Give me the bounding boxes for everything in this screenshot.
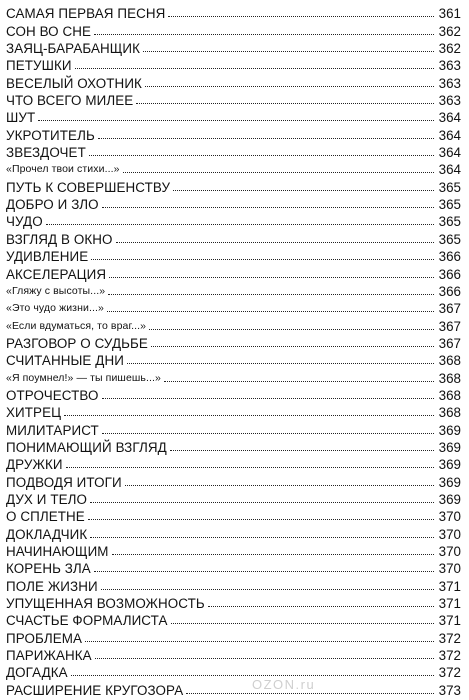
toc-entry-page-number: 368 <box>438 370 461 386</box>
table-of-contents <box>6 4 461 698</box>
toc-entry-page-number: 365 <box>438 231 461 247</box>
toc-entry-page-number: 369 <box>438 422 461 438</box>
toc-entry <box>6 4 461 21</box>
dot-leader <box>168 15 434 17</box>
toc-entry <box>6 56 461 73</box>
toc-entry-page-number: 368 <box>438 353 461 369</box>
toc-entry <box>6 351 461 368</box>
dot-leader <box>94 570 434 572</box>
toc-entry <box>6 195 461 212</box>
dot-leader <box>186 692 434 694</box>
toc-entry <box>6 125 461 142</box>
toc-entry-title: СОН ВО СНЕ <box>6 23 92 39</box>
dot-leader <box>112 553 434 555</box>
toc-entry-page-number: 364 <box>438 127 461 143</box>
toc-entry-page-number: 364 <box>438 110 461 126</box>
toc-entry <box>6 264 461 281</box>
toc-entry <box>6 542 461 559</box>
toc-entry <box>6 108 461 125</box>
toc-entry-page-number: 373 <box>438 682 461 698</box>
toc-entry-title: ЧУДО <box>6 214 43 230</box>
toc-entry-title: ЗАЯЦ-БАРАБАНЩИК <box>6 41 141 57</box>
toc-entry-title: «Я поумнел!» — ты пишешь...» <box>6 371 161 384</box>
dot-leader <box>109 276 434 278</box>
toc-entry <box>6 663 461 680</box>
toc-entry-page-number: 372 <box>438 648 461 664</box>
toc-entry-page-number: 371 <box>438 613 461 629</box>
dot-leader <box>89 154 434 156</box>
toc-entry <box>6 524 461 541</box>
toc-entry-title: ДРУЖКИ <box>6 457 63 473</box>
toc-entry-page-number: 371 <box>438 596 461 612</box>
dot-leader <box>116 241 434 243</box>
toc-entry <box>6 455 461 472</box>
toc-entry-page-number: 369 <box>438 474 461 490</box>
toc-entry <box>6 368 461 385</box>
toc-entry-page-number: 365 <box>438 197 461 213</box>
toc-entry <box>6 73 461 90</box>
toc-entry-title: РАЗГОВОР О СУДЬБЕ <box>6 335 148 351</box>
toc-entry-title: СЧАСТЬЕ ФОРМАЛИСТА <box>6 613 168 629</box>
dot-leader <box>102 206 434 208</box>
toc-entry-page-number: 363 <box>438 93 461 109</box>
dot-leader <box>136 102 434 104</box>
toc-entry-page-number: 364 <box>438 145 461 161</box>
toc-entry <box>6 21 461 38</box>
toc-entry <box>6 212 461 229</box>
toc-entry-page-number: 369 <box>438 457 461 473</box>
dot-leader <box>143 50 434 52</box>
toc-entry <box>6 39 461 56</box>
toc-entry <box>6 316 461 333</box>
dot-leader <box>66 466 434 468</box>
toc-entry <box>6 177 461 194</box>
toc-entry-title: УДИВЛЕНИЕ <box>6 249 89 265</box>
toc-entry-page-number: 364 <box>438 162 461 178</box>
toc-entry-title: ДОГАДКА <box>6 665 68 681</box>
toc-entry-title: СЧИТАННЫЕ ДНИ <box>6 353 124 369</box>
dot-leader <box>127 362 434 364</box>
toc-entry-page-number: 371 <box>438 578 461 594</box>
toc-entry-title: ПЕТУШКИ <box>6 58 72 74</box>
dot-leader <box>173 189 434 191</box>
toc-entry-title: «Если вдуматься, то враг...» <box>6 319 147 332</box>
toc-entry-page-number: 365 <box>438 214 461 230</box>
toc-entry-title: ДОБРО И ЗЛО <box>6 197 99 213</box>
toc-entry-page-number: 372 <box>438 665 461 681</box>
toc-entry <box>6 282 461 299</box>
toc-entry <box>6 559 461 576</box>
dot-leader <box>91 258 434 260</box>
toc-entry-title: САМАЯ ПЕРВАЯ ПЕСНЯ <box>6 6 166 22</box>
toc-entry <box>6 160 461 177</box>
dot-leader <box>75 67 434 69</box>
toc-entry-title: ДУХ И ТЕЛО <box>6 491 88 507</box>
toc-entry-title: УКРОТИТЕЛЬ <box>6 127 95 143</box>
toc-entry <box>6 680 461 697</box>
dot-leader <box>145 85 434 87</box>
toc-entry-title: ШУТ <box>6 110 36 126</box>
dot-leader <box>170 449 434 451</box>
toc-entry-title: ПАРИЖАНКА <box>6 648 92 664</box>
toc-entry-page-number: 367 <box>438 318 461 334</box>
dot-leader <box>108 293 434 295</box>
toc-entry-title: «Прочел твои стихи...» <box>6 163 120 176</box>
dot-leader <box>171 622 435 624</box>
toc-entry <box>6 507 461 524</box>
toc-entry-page-number: 363 <box>438 75 461 91</box>
toc-entry-page-number: 362 <box>438 41 461 57</box>
toc-entry-title: ПОНИМАЮЩИЙ ВЗГЛЯД <box>6 439 167 455</box>
toc-entry <box>6 576 461 593</box>
toc-entry <box>6 229 461 246</box>
toc-entry <box>6 420 461 437</box>
toc-entry <box>6 472 461 489</box>
toc-entry-page-number: 370 <box>438 526 461 542</box>
toc-entry-title: АКСЕЛЕРАЦИЯ <box>6 266 107 282</box>
dot-leader <box>64 414 434 416</box>
dot-leader <box>123 171 434 173</box>
toc-entry-title: ЧТО ВСЕГО МИЛЕЕ <box>6 93 134 109</box>
toc-entry <box>6 594 461 611</box>
dot-leader <box>149 328 434 330</box>
toc-entry-page-number: 369 <box>438 439 461 455</box>
toc-entry-page-number: 370 <box>438 561 461 577</box>
dot-leader <box>90 536 434 538</box>
toc-entry-title: ПУТЬ К СОВЕРШЕНСТВУ <box>6 179 171 195</box>
toc-entry-title: РАСШИРЕНИЕ КРУГОЗОРА <box>6 682 184 698</box>
toc-entry-page-number: 366 <box>438 266 461 282</box>
toc-entry <box>6 611 461 628</box>
toc-entry-page-number: 362 <box>438 23 461 39</box>
dot-leader <box>151 345 434 347</box>
toc-entry <box>6 299 461 316</box>
toc-entry-title: ДОКЛАДЧИК <box>6 526 88 542</box>
dot-leader <box>38 119 434 121</box>
dot-leader <box>46 223 434 225</box>
toc-entry-title: ОТРОЧЕСТВО <box>6 387 99 403</box>
toc-entry-page-number: 369 <box>438 491 461 507</box>
watermark: OZON.ru <box>252 677 316 692</box>
toc-entry-title: ПРОБЛЕМА <box>6 630 83 646</box>
toc-entry <box>6 247 461 264</box>
dot-leader <box>85 640 434 642</box>
dot-leader <box>90 501 434 503</box>
toc-entry-page-number: 368 <box>438 405 461 421</box>
toc-entry-title: ЗВЕЗДОЧЕТ <box>6 145 86 161</box>
toc-entry-page-number: 370 <box>438 509 461 525</box>
toc-entry <box>6 628 461 645</box>
toc-entry-title: О СПЛЕТНЕ <box>6 509 85 525</box>
toc-entry-title: ПОЛЕ ЖИЗНИ <box>6 578 98 594</box>
toc-entry-page-number: 366 <box>438 249 461 265</box>
dot-leader <box>208 605 434 607</box>
toc-entry-page-number: 363 <box>438 58 461 74</box>
dot-leader <box>102 397 434 399</box>
toc-entry-title: «Это чудо жизни...» <box>6 302 104 315</box>
toc-entry <box>6 386 461 403</box>
toc-entry <box>6 403 461 420</box>
toc-entry-title: УПУЩЕННАЯ ВОЗМОЖНОСТЬ <box>6 596 205 612</box>
toc-entry-title: ПОДВОДЯ ИТОГИ <box>6 474 122 490</box>
toc-entry <box>6 143 461 160</box>
dot-leader <box>125 484 434 486</box>
dot-leader <box>107 310 434 312</box>
toc-entry <box>6 490 461 507</box>
toc-entry <box>6 334 461 351</box>
toc-entry-page-number: 367 <box>438 301 461 317</box>
toc-entry-page-number: 372 <box>438 630 461 646</box>
dot-leader <box>94 33 434 35</box>
toc-entry-title: «Гляжу с высоты...» <box>6 284 106 297</box>
toc-entry-page-number: 366 <box>438 283 461 299</box>
dot-leader <box>98 137 434 139</box>
toc-entry-title: МИЛИТАРИСТ <box>6 422 99 438</box>
toc-entry-title: ВЕСЕЛЫЙ ОХОТНИК <box>6 75 142 91</box>
toc-entry-title: КОРЕНЬ ЗЛА <box>6 561 91 577</box>
dot-leader <box>88 518 434 520</box>
dot-leader <box>95 657 434 659</box>
toc-entry <box>6 91 461 108</box>
toc-entry-title: ХИТРЕЦ <box>6 405 62 421</box>
toc-entry <box>6 646 461 663</box>
toc-entry-page-number: 367 <box>438 335 461 351</box>
toc-entry-page-number: 368 <box>438 387 461 403</box>
dot-leader <box>102 432 434 434</box>
dot-leader <box>101 588 434 590</box>
toc-entry-page-number: 361 <box>438 6 461 22</box>
toc-entry <box>6 438 461 455</box>
toc-entry-page-number: 365 <box>438 179 461 195</box>
toc-entry-title: НАЧИНАЮЩИМ <box>6 544 109 559</box>
dot-leader <box>164 380 434 382</box>
toc-entry-title: ВЗГЛЯД В ОКНО <box>6 231 113 247</box>
toc-entry-page-number: 370 <box>438 544 461 559</box>
